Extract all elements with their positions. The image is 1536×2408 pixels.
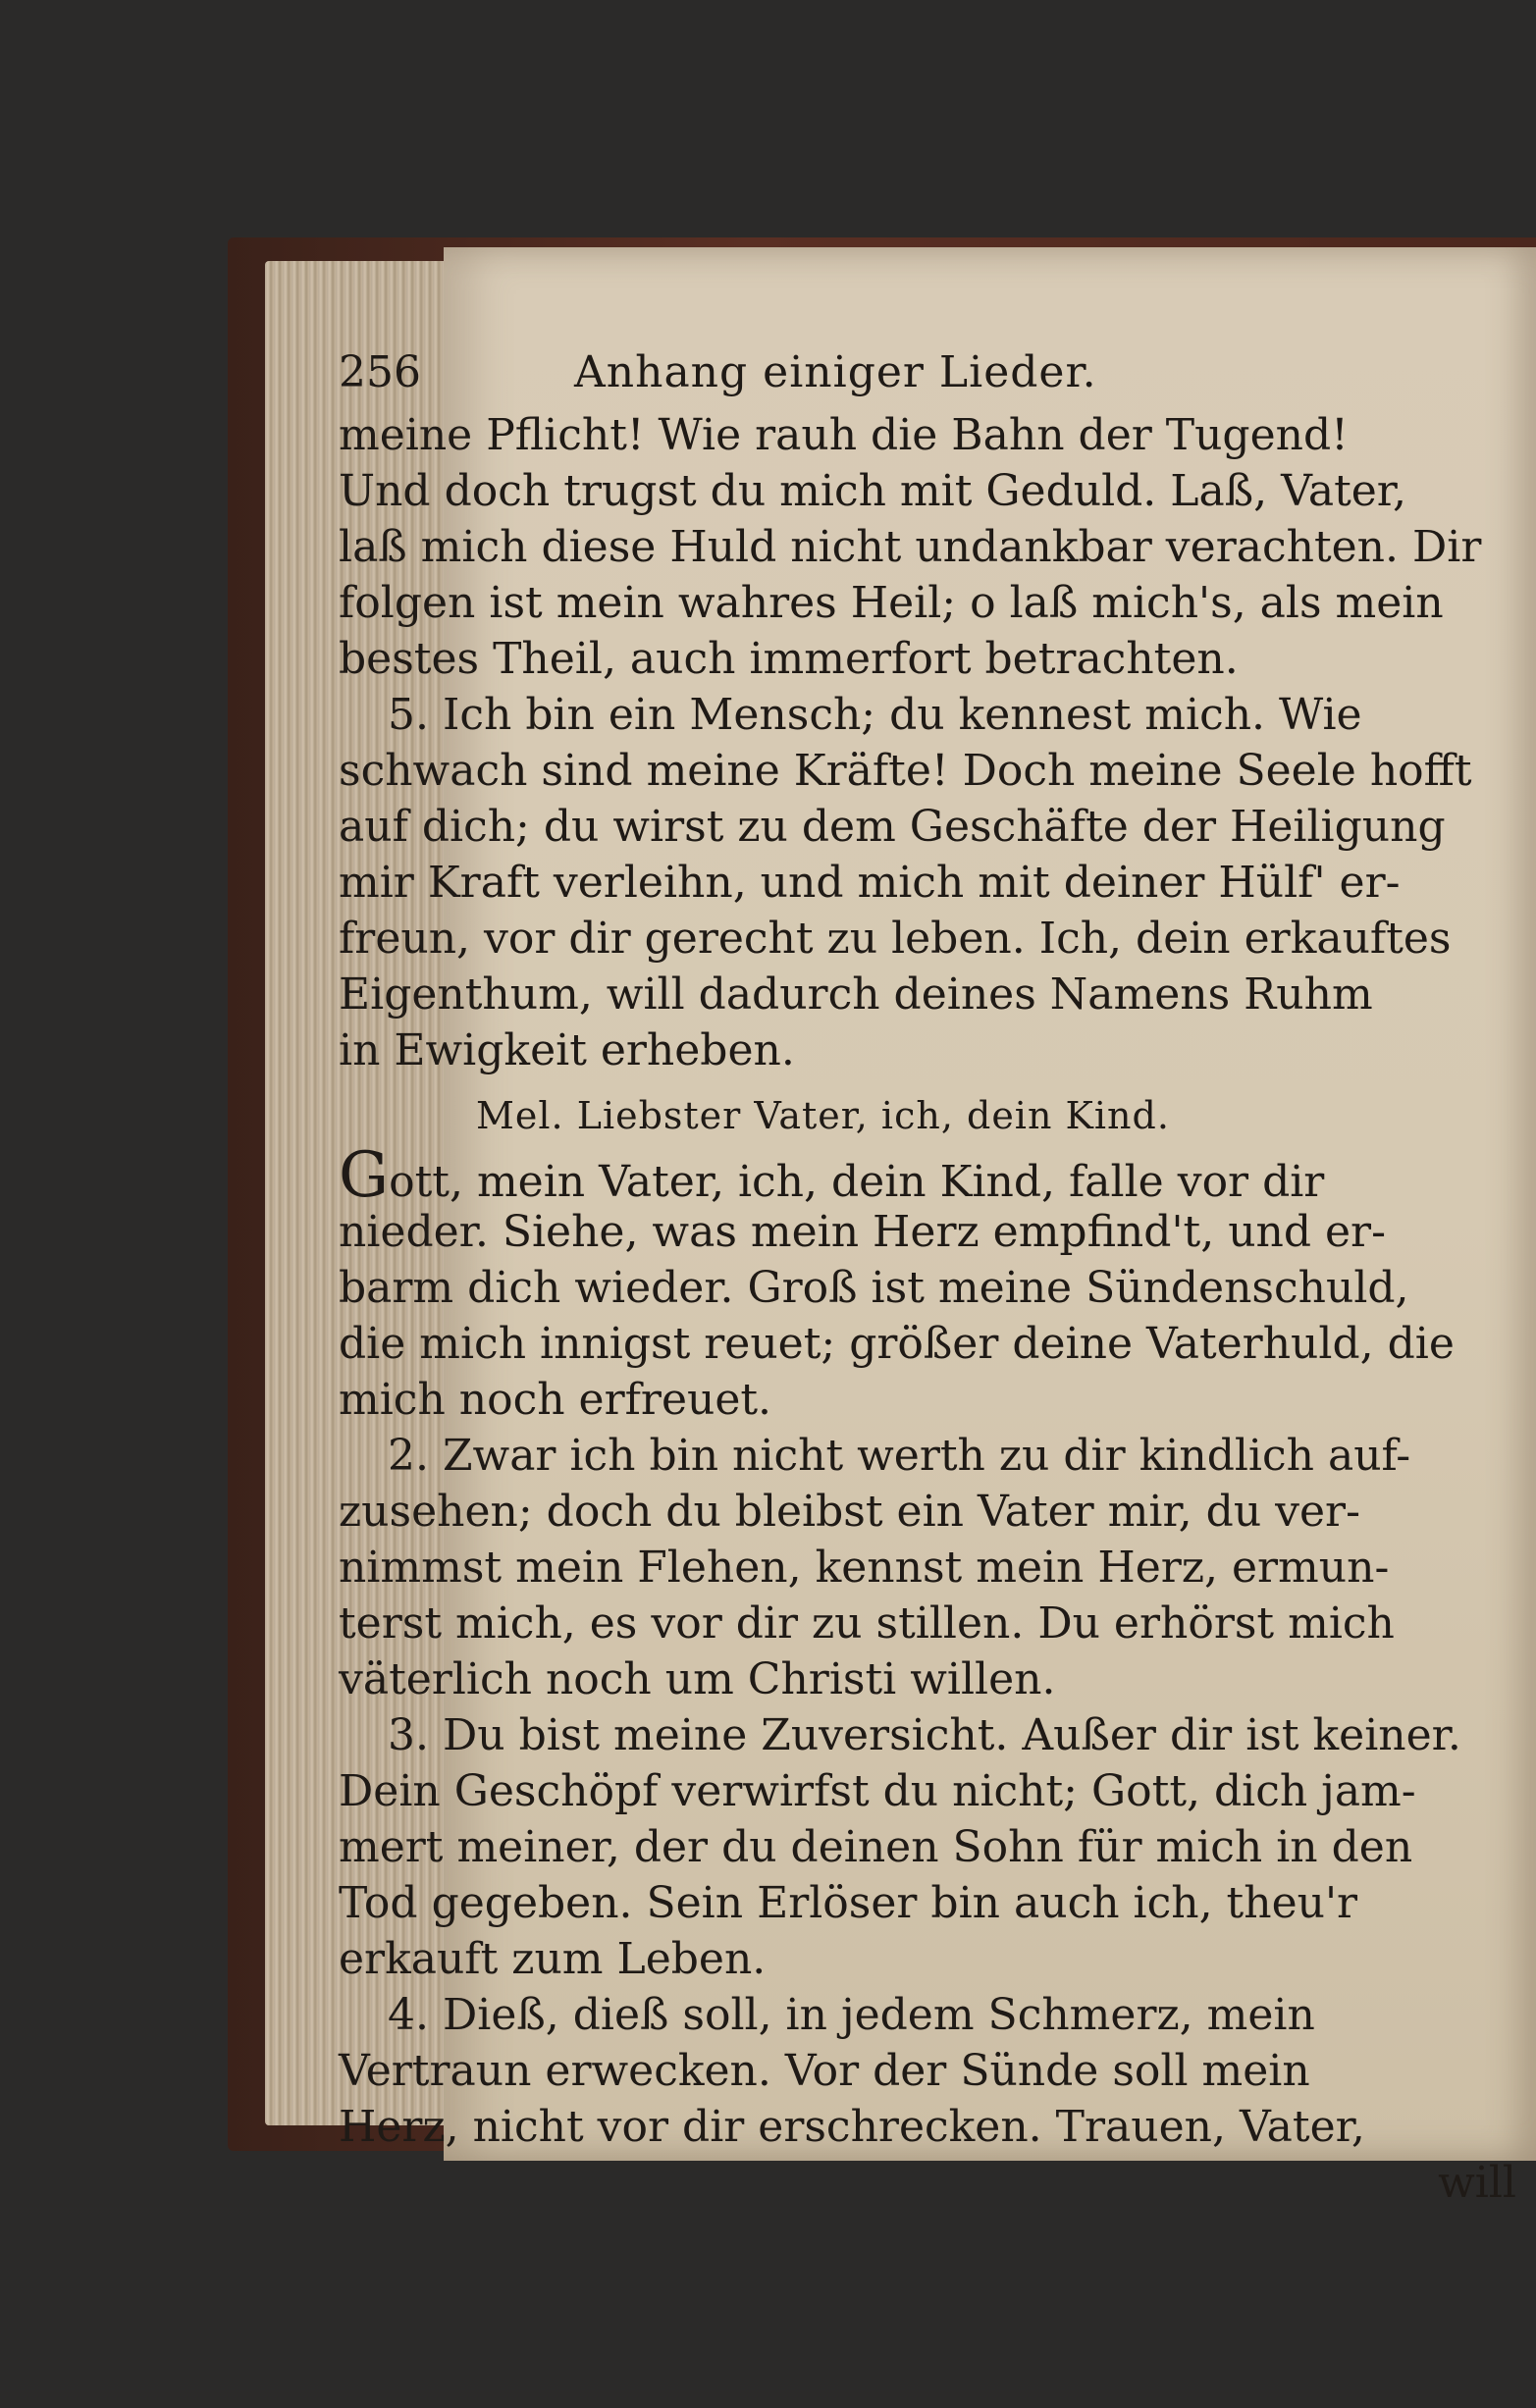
text-line: bestes Theil, auch immerfort betrachten. — [339, 634, 1239, 684]
running-title: Anhang einiger Lieder. — [574, 347, 1097, 397]
text-line: Herz, nicht vor dir erschrecken. Trauen, Vater, — [339, 2102, 1365, 2152]
verse-line: 5. Ich bin ein Mensch; du kennest mich. Wie — [388, 690, 1362, 740]
text-line: schwach sind meine Kräfte! Doch meine Seele hofft — [339, 746, 1472, 796]
text-line: nimmst mein Flehen, kennst mein Herz, ermun- — [339, 1543, 1390, 1593]
catchword: will — [1438, 2158, 1516, 2208]
text-line: barm dich wieder. Groß ist meine Sündenschuld, — [339, 1263, 1409, 1313]
text-line: erkauft zum Leben. — [339, 1934, 767, 1984]
text-line: auf dich; du wirst zu dem Geschäfte der Heiligung — [339, 802, 1446, 852]
text-line: Dein Geschöpf verwirfst du nicht; Gott, dich jam- — [339, 1766, 1416, 1816]
melody-heading: Mel. Liebster Vater, ich, dein Kind. — [476, 1094, 1170, 1137]
page-number: 256 — [339, 347, 421, 397]
text-line: Vertraun erwecken. Vor der Sünde soll mein — [339, 2046, 1310, 2096]
text-line: Tod gegeben. Sein Erlöser bin auch ich, theu'r — [339, 1878, 1358, 1928]
page-text — [339, 339, 1516, 2211]
text-line: meine Pflicht! Wie rauh die Bahn der Tugend! — [339, 410, 1349, 460]
text-line: Eigenthum, will dadurch deines Namens Ruhm — [339, 969, 1373, 1020]
text-line: Und doch trugst du mich mit Geduld. Laß, Vater, — [339, 466, 1406, 516]
text-line: laß mich diese Huld nicht undankbar verachten. Dir — [339, 522, 1482, 572]
text-line: folgen ist mein wahres Heil; o laß mich's, als mein — [339, 578, 1444, 628]
text-line: nieder. Siehe, was mein Herz empfind't, und er- — [339, 1207, 1386, 1257]
drop-cap: G — [339, 1139, 390, 1212]
text-line: die mich innigst reuet; größer deine Vaterhuld, die — [339, 1319, 1455, 1369]
text-line: in Ewigkeit erheben. — [339, 1025, 795, 1075]
hymn-first-line — [339, 1139, 1516, 1212]
text-line: mert meiner, der du deinen Sohn für mich in den — [339, 1822, 1413, 1872]
hymn-first-line-text: ott, mein Vater, ich, dein Kind, falle vor dir — [389, 1157, 1325, 1207]
text-line: väterlich noch um Christi willen. — [339, 1654, 1056, 1704]
verse-line: 3. Du bist meine Zuversicht. Außer dir ist keiner. — [388, 1710, 1461, 1760]
text-line: freun, vor dir gerecht zu leben. Ich, dein erkauftes — [339, 914, 1452, 964]
page-header — [339, 339, 1516, 407]
text-line: mir Kraft verleihn, und mich mit deiner Hülf' er- — [339, 858, 1401, 908]
text-line: terst mich, es vor dir zu stillen. Du erhörst mich — [339, 1598, 1395, 1649]
verse-line: 4. Dieß, dieß soll, in jedem Schmerz, mein — [388, 1990, 1315, 2040]
text-line: zusehen; doch du bleibst ein Vater mir, du ver- — [339, 1487, 1360, 1537]
verse-line: 2. Zwar ich bin nicht werth zu dir kindlich auf- — [388, 1431, 1411, 1481]
text-line: mich noch erfreuet. — [339, 1375, 772, 1425]
